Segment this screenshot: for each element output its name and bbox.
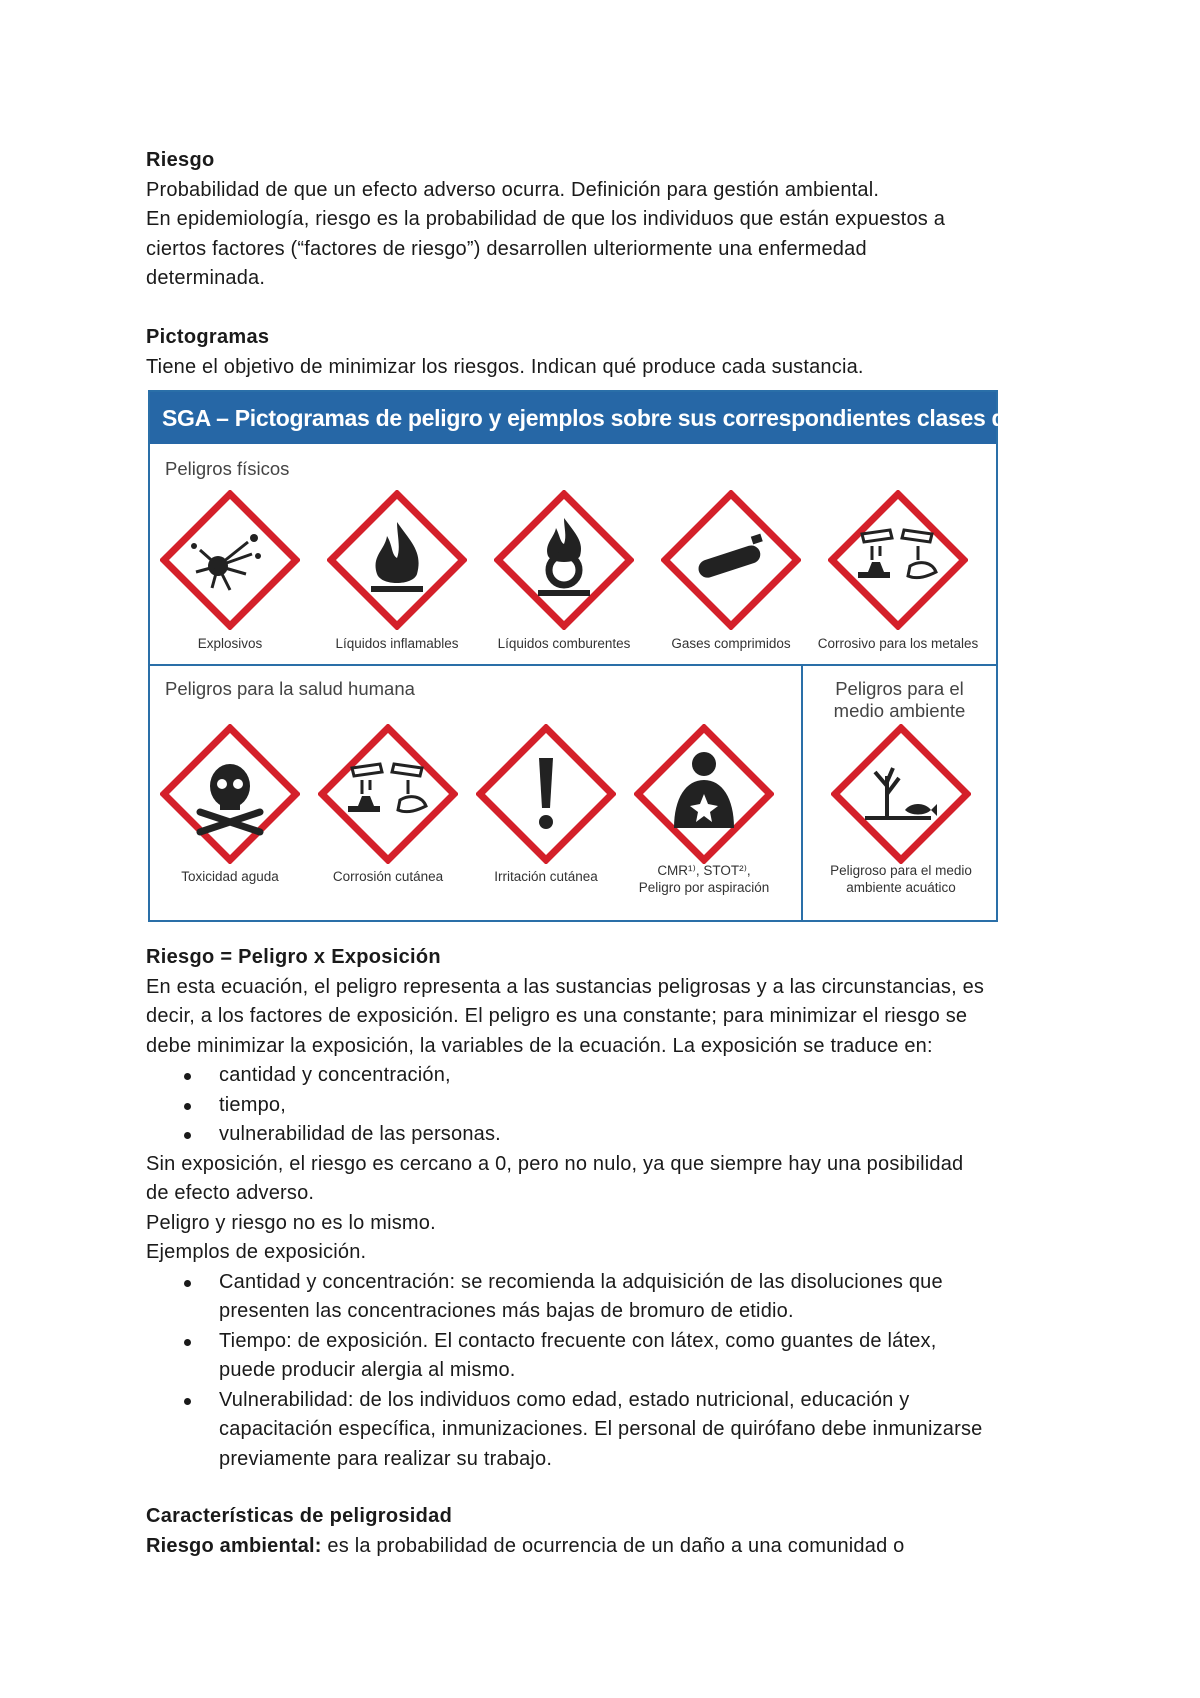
list-item xyxy=(146,1327,1076,1386)
caption-line: CMR¹⁾, STOT²⁾, xyxy=(657,863,751,878)
caption-cmr xyxy=(619,862,789,896)
paragraph-line xyxy=(146,1532,1076,1562)
caption-toxicidad-aguda: Toxicidad aguda xyxy=(181,869,279,884)
list-item xyxy=(146,1268,1076,1327)
section-ecuacion xyxy=(146,943,1076,1474)
paragraph-line: Tiene el objetivo de minimizar los riesgos. Indican qué produce cada sustancia. xyxy=(146,355,864,378)
list-item-line: Tiempo: de exposición. El contacto frecuente con látex, como guantes de látex, xyxy=(219,1329,937,1352)
caption-corrosion-cutanea: Corrosión cutánea xyxy=(332,869,444,884)
figure-title: SGA – Pictogramas de peligro y ejemplos sobre sus correspondientes clases de peligro xyxy=(150,392,996,444)
list-item-line: previamente para realizar su trabajo. xyxy=(219,1447,553,1470)
paragraph-line: En esta ecuación, el peligro representa a las sustancias peligrosas y a las circunstancias, es xyxy=(146,975,985,998)
heading-pictogramas: Pictogramas xyxy=(146,326,270,348)
list-item-line: Vulnerabilidad: de los individuos como edad, estado nutricional, educación y xyxy=(219,1388,910,1411)
list-item-line: Cantidad y concentración: se recomienda la adquisición de las disoluciones que xyxy=(219,1270,943,1293)
corrosion-icon xyxy=(828,490,968,630)
paragraph-line: Ejemplos de exposición. xyxy=(146,1241,367,1263)
paragraph-line: decir, a los factores de exposición. El peligro es una constante; para minimizar el riesgo se xyxy=(146,1005,968,1027)
section-pictogramas xyxy=(146,323,1076,382)
caption-line: Peligroso para el medio xyxy=(830,863,972,878)
caption-irritacion-cutanea: Irritación cutánea xyxy=(494,869,598,884)
paragraph-text: es la probabilidad de ocurrencia de un daño a una comunidad o xyxy=(321,1534,905,1557)
caption-ambiente-acuatico xyxy=(816,862,986,896)
heading-riesgo: Riesgo xyxy=(146,149,215,171)
caption-gases-comprimidos: Gases comprimidos xyxy=(671,636,791,651)
bullet-list xyxy=(146,1061,1076,1150)
bullet-list xyxy=(146,1268,1076,1475)
exclamation-icon xyxy=(476,724,616,864)
figure-divider xyxy=(150,664,996,666)
explosion-icon xyxy=(160,490,300,630)
caption-liquidos-inflamables: Líquidos inflamables xyxy=(335,636,459,651)
list-item-line: puede producir alergia al mismo. xyxy=(219,1359,516,1381)
paragraph-line: determinada. xyxy=(146,267,266,289)
bold-lead: Riesgo ambiental: xyxy=(146,1534,322,1557)
section-caracteristicas xyxy=(146,1502,1076,1561)
gas-cylinder-icon xyxy=(661,490,801,630)
heading-ecuacion: Riesgo = Peligro x Exposición xyxy=(146,946,441,968)
paragraph-line: Probabilidad de que un efecto adverso ocurra. Definición para gestión ambiental. xyxy=(146,178,880,201)
health-hazards-title: Peligros para la salud humana xyxy=(165,678,415,699)
heading-caracteristicas: Características de peligrosidad xyxy=(146,1505,453,1527)
paragraph-line: Peligro y riesgo no es lo mismo. xyxy=(146,1211,436,1234)
paragraph-line: de efecto adverso. xyxy=(146,1182,315,1204)
skull-crossbones-icon xyxy=(160,724,300,864)
ghs-pictograms-figure xyxy=(148,390,1099,922)
list-item xyxy=(146,1386,1076,1475)
flame-icon xyxy=(327,490,467,630)
list-item-line: presenten las concentraciones más bajas de bromuro de etidio. xyxy=(219,1300,794,1322)
environment-hazards-title xyxy=(803,678,996,722)
list-item: vulnerabilidad de las personas. xyxy=(146,1120,1076,1150)
caption-explosivos: Explosivos xyxy=(197,636,263,651)
caption-corrosivo-metales: Corrosivo para los metales xyxy=(817,636,979,651)
corrosion-icon xyxy=(318,724,458,864)
section-riesgo xyxy=(146,146,1076,294)
paragraph-line: Sin exposición, el riesgo es cercano a 0, pero no nulo, ya que siempre hay una posibilidad xyxy=(146,1152,964,1175)
caption-line: Peligro por aspiración xyxy=(638,880,770,895)
environment-title-line: Peligros para el xyxy=(835,678,964,699)
paragraph-line: debe minimizar la exposición, la variables de la ecuación. La exposición se traduce en: xyxy=(146,1034,933,1057)
caption-line: ambiente acuático xyxy=(846,880,956,895)
environment-icon xyxy=(831,724,971,864)
health-hazard-icon xyxy=(634,724,774,864)
flame-over-circle-icon xyxy=(494,490,634,630)
physical-hazards-title: Peligros físicos xyxy=(165,458,290,479)
list-item-line: capacitación específica, inmunizaciones. El personal de quirófano debe inmunizarse xyxy=(219,1418,983,1440)
list-item: cantidad y concentración, xyxy=(146,1061,1076,1091)
caption-liquidos-comburentes: Líquidos comburentes xyxy=(497,636,631,651)
paragraph-line: ciertos factores (“factores de riesgo”) desarrollen ulteriormente una enfermedad xyxy=(146,237,867,260)
list-item: tiempo, xyxy=(146,1091,1076,1121)
paragraph-line: En epidemiología, riesgo es la probabilidad de que los individuos que están expuestos a xyxy=(146,208,946,230)
environment-title-line: medio ambiente xyxy=(833,700,966,721)
